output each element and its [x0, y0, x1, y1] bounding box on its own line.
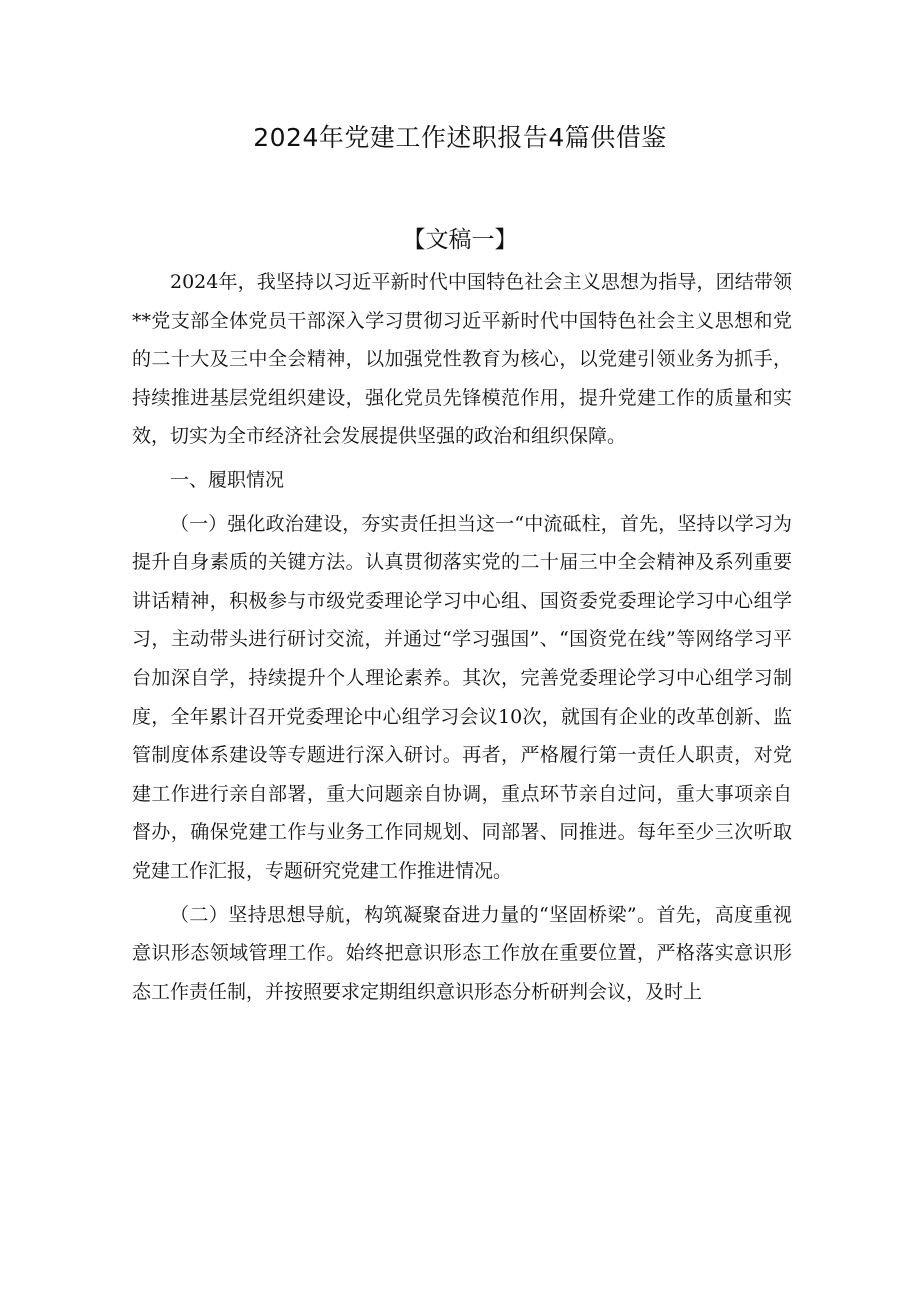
- paragraph-political-building: （一）强化政治建设，夯实责任担当这一“中流砥柱，首先，坚持以学习为提升自身素质的关键方法。认真贯彻落实党的二十届三中全会精神及系列重要讲话精神，积极参与市级党委理论学习中心组、国资委党委理论学习中心组学习，主动带头进行研讨交流，并通过“学习强国”、“国资党在线”等网络学习平台加深自学，持续提升个人理论素养。其次，完善党委理论学习中心组学习制度，全年累计召开党委理论中心组学习会议10次，就国有企业的改革创新、监管制度体系建设等专题进行深入研讨。再者，严格履行第一责任人职责，对党建工作进行亲自部署，重大问题亲自协调，重点环节亲自过问，重大事项亲自督办，确保党建工作与业务工作同规划、同部署、同推进。每年至少三次听取党建工作汇报，专题研究党建工作推进情况。: [132, 512, 792, 882]
- section-heading: 【文稿一】: [402, 227, 518, 253]
- document-body: [132, 263, 792, 1011]
- paragraph-section-heading: 一、履职情况: [170, 468, 285, 491]
- paragraph-intro: 2024年，我坚持以习近平新时代中国特色社会主义思想为指导，团结带领**党支部全体党员干部深入学习贯彻习近平新时代中国特色社会主义思想和党的二十大及三中全会精神，以加强党性教育为核心，以党建引领业务为抓手，持续推进基层党组织建设，强化党员先锋模范作用，提升党建工作的质量和实效，切实为全市经济社会发展提供坚强的政治和组织保障。: [132, 271, 792, 448]
- paragraph-ideological-guidance: （二）坚持思想导航，构筑凝聚奋进力量的“坚固桥梁”。首先，高度重视意识形态领域管理工作。始终把意识形态工作放在重要位置，严格落实意识形态工作责任制，并按照要求定期组织意识形态分析研判会议，及时上: [132, 903, 792, 1003]
- document-title: 2024年党建工作述职报告4篇供借鉴: [253, 123, 667, 152]
